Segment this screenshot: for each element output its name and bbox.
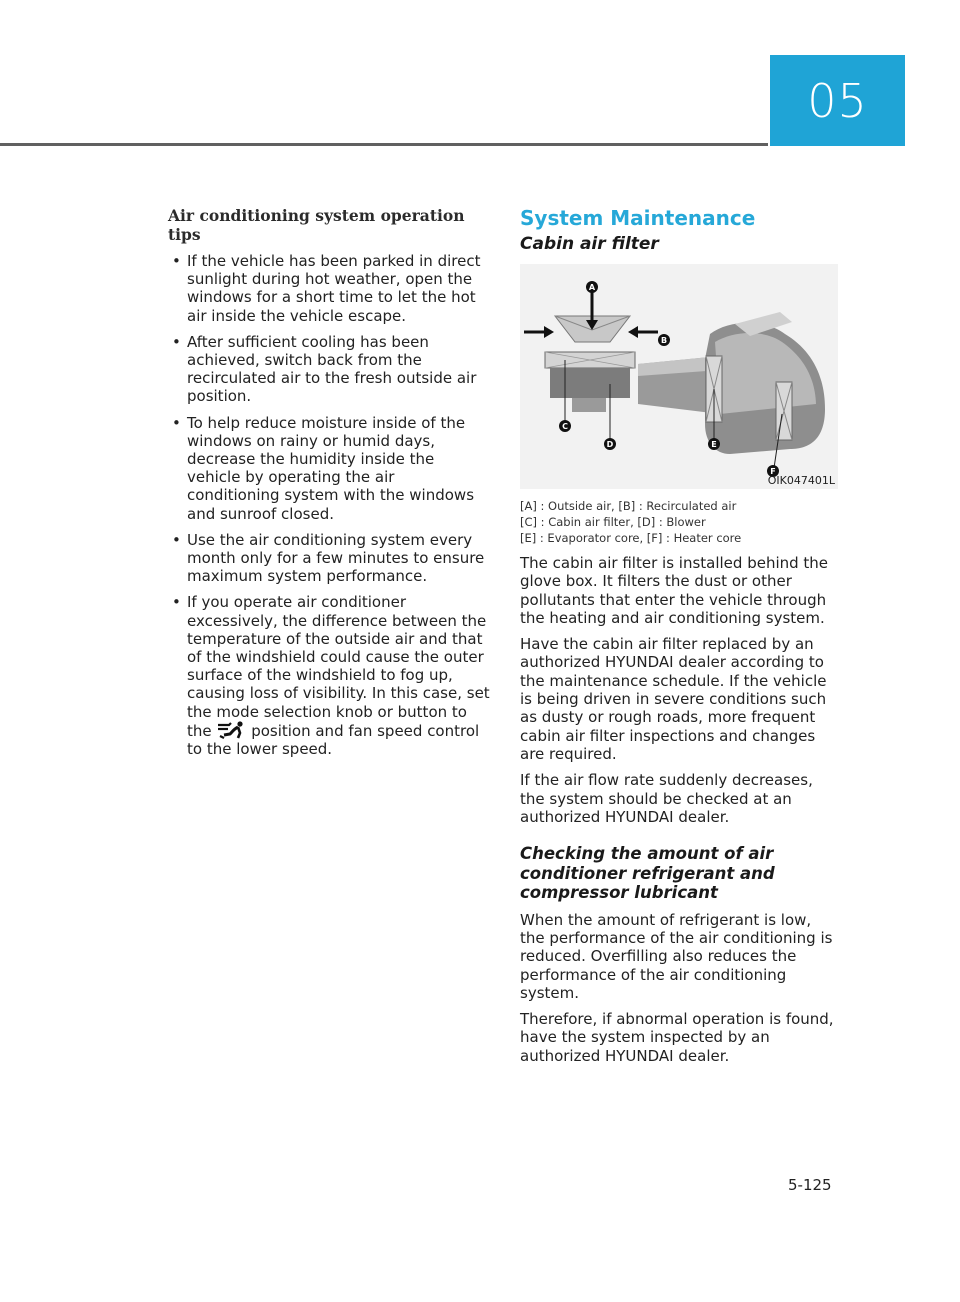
subsection-title-refrigerant: Checking the amount of air conditioner refrigerant and compressor lubricant [520, 844, 775, 903]
figure-label: E [711, 440, 717, 449]
right-column [520, 206, 838, 1065]
subsection-title: Cabin air filter [520, 234, 659, 254]
hvac-diagram [520, 264, 838, 489]
tip-text: Use the air conditioning system every month only for a few minutes to ensure maximum system performance. [187, 530, 485, 586]
figure-label: C [562, 422, 568, 431]
chapter-tab [770, 55, 905, 146]
paragraph: Therefore, if abnormal operation is found, have the system inspected by an authorized HYUNDAI dealer. [520, 1010, 834, 1065]
tip-text: After sufficient cooling has been achieved, switch back from the recirculated air to the fresh outside air position. [187, 332, 477, 406]
paragraph: The cabin air filter is installed behind the glove box. It filters the dust or other pollutants that enter the vehicle through the heating and air conditioning system. [520, 554, 829, 627]
caption-line: [C] : Cabin air filter, [D] : Blower [520, 515, 706, 529]
figure-label: A [588, 283, 596, 292]
list-item: • After sufficient cooling has been achieved, switch back from the recirculated air to the fresh outside air position. [172, 332, 477, 406]
tip-text: position and fan speed control to the lower speed. [187, 721, 480, 759]
figure-code: OIK047401L [767, 474, 835, 487]
caption-line: [E] : Evaporator core, [F] : Heater core [520, 531, 742, 545]
list-item: • To help reduce moisture inside of the windows on rainy or humid days, decrease the humidity inside the vehicle by operating the air conditioning system with the windows and sunroof closed. [172, 413, 475, 523]
list-item: • Use the air conditioning system every month only for a few minutes to ensure maximum system performance. [172, 530, 485, 586]
list-item: • If you operate air conditioner excessively, the difference between the temperature of the outside air and that of the windshield could cause the outer surface of the windshield to fog up, causing loss of visibility. In this case, set the mode selection knob or button to the position and fan speed control to the lower speed. [172, 593, 490, 759]
figure-caption [520, 498, 838, 546]
figure-label: B [660, 336, 668, 345]
header-rule [0, 143, 768, 146]
paragraph: If the air flow rate suddenly decreases, the system should be checked at an authorized HYUNDAI dealer. [520, 771, 813, 826]
caption-line: [A] : Outside air, [B] : Recirculated air [520, 499, 737, 513]
tips-list [168, 252, 490, 758]
floor-defrost-mode-icon [216, 721, 246, 739]
paragraph: Have the cabin air filter replaced by an authorized HYUNDAI dealer according to the maintenance schedule. If the vehicle is being driven in severe conditions such as dusty or rough roads, more frequent cabin air filter inspections and changes are required. [520, 635, 827, 763]
left-column [168, 206, 490, 766]
cabin-air-filter-figure [520, 264, 838, 489]
tip-text: If the vehicle has been parked in direct sunlight during hot weather, open the windows for a short time to let the hot air inside the vehicle escape. [187, 252, 481, 325]
paragraph: When the amount of refrigerant is low, the performance of the air conditioning is reduced. Overfilling also reduces the performance of the air conditioning system. [520, 910, 833, 1002]
tip-text: To help reduce moisture inside of the windows on rainy or humid days, decrease the humidity inside the vehicle by operating the air conditioning system with the windows and sunroof closed. [187, 413, 475, 523]
figure-label: D [606, 440, 614, 449]
page-number: 5-125 [788, 1176, 832, 1194]
tips-heading: Air conditioning system operation tips [168, 206, 465, 244]
tip-text: If you operate air conditioner excessively, the difference between the temperature of the outside air and that of the windshield could cause the outer surface of the windshield to fog up, causing loss of visibility. In this case, set the mode selection knob or button to the [187, 593, 490, 740]
list-item: • If the vehicle has been parked in direct sunlight during hot weather, open the windows for a short time to let the hot air inside the vehicle escape. [172, 252, 481, 325]
section-title: System Maintenance [520, 206, 756, 230]
figure-label: F [770, 467, 776, 476]
chapter-number: 05 [807, 73, 868, 128]
